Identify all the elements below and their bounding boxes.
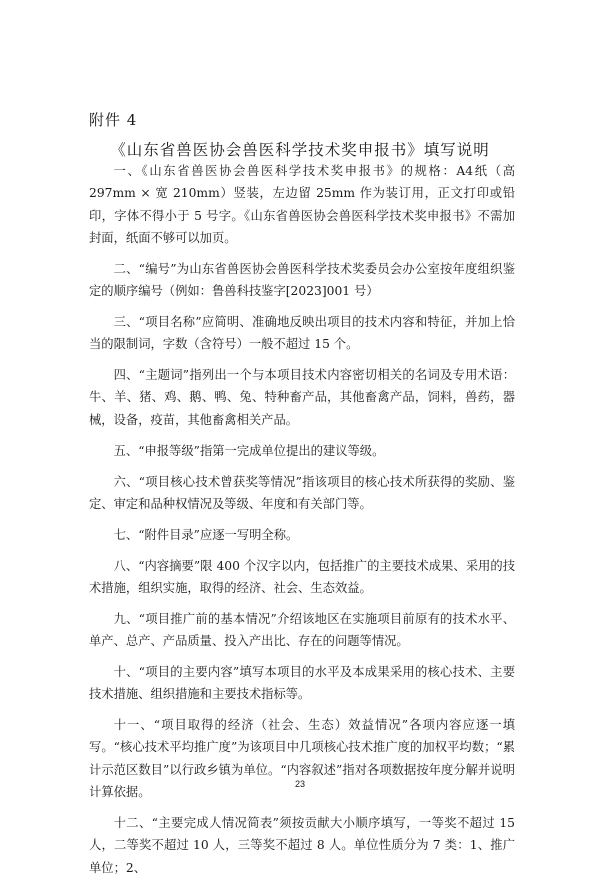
paragraph-4: 四、“主题词”指列出一个与本项目技术内容密切相关的名词及专用术语：牛、羊、猪、鸡、鹅、鸭、兔、特种畜产品，其他畜禽产品，饲料，兽药，器械，设备，疫苗，其他畜禽相关产品。	[89, 368, 515, 427]
paragraph-1: 一、《山东省兽医协会兽医科学技术奖申报书》的规格：A4纸（高 297mm × 宽 210mm）竖装，左边留 25mm 作为装订用，正文打印或铅印，字体不得小于 5 号字。《山东省兽医协会兽医科学技术奖申报书》不需加封面，纸面不够可以加页。	[89, 164, 515, 245]
paragraph-12: 十二、“主要完成人情况简表”须按贡献大小顺序填写，一等奖不超过 15 人，二等奖不超过 10 人，三等奖不超过 8 人。单位性质分为 7 类：1、推广单位；2、	[89, 815, 515, 875]
document-body	[89, 160, 515, 887]
paragraph-2: 二、“编号”为山东省兽医协会兽医科学技术奖委员会办公室按年度组织鉴定的顺序编号（例如：鲁兽科技鉴字[2023]001 号）	[89, 261, 515, 299]
page-number: 23	[294, 779, 305, 789]
paragraph-5: 五、“申报等级”指第一完成单位提出的建议等级。	[113, 443, 385, 458]
paragraph-11: 十一、“项目取得的经济（社会、生态）效益情况”各项内容应逐一填写。“核心技术平均推广度”为该项目中几项核心技术推广度的加权平均数；“累计示范区数目”以行政乡镇为单位。“内容叙述”指对各项数据按年度分解并说明计算依据。	[89, 718, 515, 800]
paragraph-3: 三、“项目名称”应简明、准确地反映出项目的技术内容和特征，并加上恰当的限制词，字数（含符号）一般不超过 15 个。	[89, 314, 515, 352]
paragraph-7: 七、“附件目录”应逐一写明全称。	[113, 527, 299, 542]
attachment-label: 附件 4	[89, 111, 138, 129]
paragraph-9: 九、“项目推广前的基本情况”介绍该地区在实施项目前原有的技术水平、单产、总产、产品质量、投入产出比、存在的问题等情况。	[89, 611, 515, 649]
paragraph-8: 八、“内容摘要”限 400 个汉字以内，包括推广的主要技术成果、采用的技术措施，组织实施，取得的经济、社会、生态效益。	[89, 558, 515, 595]
paragraph-6: 六、“项目核心技术曾获奖等情况”指该项目的核心技术所获得的奖励、鉴定、审定和品种权情况及等级、年度和有关部门等。	[89, 474, 515, 511]
paragraph-10: 十、“项目的主要内容”填写本项目的水平及本成果采用的核心技术、主要技术措施、组织措施和主要技术指标等。	[89, 664, 515, 702]
document-title: 《山东省兽医协会兽医科学技术奖申报书》填写说明	[110, 141, 490, 159]
